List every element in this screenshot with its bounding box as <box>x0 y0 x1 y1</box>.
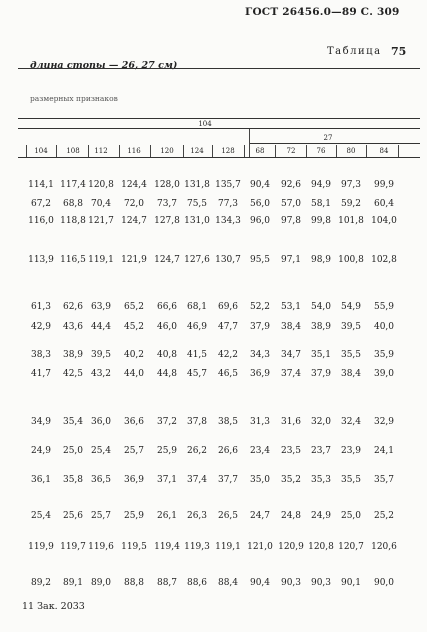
table-cell: 41,7 <box>30 369 52 379</box>
table-cell: 45,2 <box>123 322 145 332</box>
group-header-1: 104 <box>198 120 212 128</box>
table-cell: 45,7 <box>186 369 208 379</box>
table-cell: 39,5 <box>90 350 112 360</box>
column-header: 116 <box>127 147 141 155</box>
column-divider <box>336 145 337 157</box>
table-cell: 44,4 <box>90 322 112 332</box>
table-cell: 119,3 <box>184 542 210 552</box>
table-cell: 70,4 <box>90 199 112 209</box>
table-cell: 63,9 <box>90 302 112 312</box>
table-cell: 90,1 <box>340 578 362 588</box>
table-cell: 89,1 <box>62 578 84 588</box>
table-cell: 95,5 <box>249 255 271 265</box>
table-cell: 118,8 <box>60 216 86 226</box>
table-cell: 34,7 <box>280 350 302 360</box>
column-header: 76 <box>316 147 326 155</box>
table-cell: 119,9 <box>28 542 54 552</box>
table-cell: 39,5 <box>340 322 362 332</box>
table-cell: 116,5 <box>60 255 86 265</box>
table-cell: 52,2 <box>249 302 271 312</box>
table-cell: 38,4 <box>280 322 302 332</box>
table-cell: 43,2 <box>90 369 112 379</box>
table-cell: 90,0 <box>373 578 395 588</box>
table-cell: 37,2 <box>156 417 178 427</box>
table-cell: 117,4 <box>60 180 86 190</box>
table-cell: 88,8 <box>123 578 145 588</box>
table-cell: 40,2 <box>123 350 145 360</box>
column-divider <box>88 145 89 157</box>
table-cell: 101,8 <box>338 216 364 226</box>
table-cell: 99,8 <box>310 216 332 226</box>
table-cell: 36,9 <box>123 475 145 485</box>
table-cell: 36,9 <box>249 369 271 379</box>
column-header: 112 <box>94 147 108 155</box>
table-cell: 89,2 <box>30 578 52 588</box>
table-cell: 72,0 <box>123 199 145 209</box>
table-cell: 26,1 <box>156 511 178 521</box>
table-cell: 44,0 <box>123 369 145 379</box>
table-cell: 37,4 <box>280 369 302 379</box>
table-cell: 120,8 <box>88 180 114 190</box>
table-cell: 90,4 <box>249 180 271 190</box>
column-header: 124 <box>190 147 204 155</box>
table-cell: 36,5 <box>90 475 112 485</box>
table-cell: 25,9 <box>123 511 145 521</box>
table-cell: 35,3 <box>310 475 332 485</box>
table-cell: 43,6 <box>62 322 84 332</box>
table-cell: 77,3 <box>217 199 239 209</box>
table-cell: 35,5 <box>340 350 362 360</box>
table-cell: 88,7 <box>156 578 178 588</box>
table-cell: 96,0 <box>249 216 271 226</box>
rule-header-top <box>18 118 420 119</box>
table-cell: 121,9 <box>121 255 147 265</box>
table-cell: 25,2 <box>373 511 395 521</box>
table-cell: 61,3 <box>30 302 52 312</box>
table-cell: 59,2 <box>340 199 362 209</box>
table-cell: 100,8 <box>338 255 364 265</box>
table-cell: 68,8 <box>62 199 84 209</box>
column-header: 108 <box>66 147 80 155</box>
table-cell: 36,6 <box>123 417 145 427</box>
table-subtitle: длина стопы — 26, 27 см) <box>30 60 178 71</box>
table-cell: 23,4 <box>249 446 271 456</box>
rule-top <box>18 68 420 69</box>
table-cell: 46,9 <box>186 322 208 332</box>
table-cell: 97,1 <box>280 255 302 265</box>
table-cell: 67,2 <box>30 199 52 209</box>
column-divider <box>119 145 120 157</box>
table-cell: 62,6 <box>62 302 84 312</box>
column-divider <box>366 145 367 157</box>
column-header: 80 <box>346 147 356 155</box>
column-header: 68 <box>255 147 265 155</box>
table-cell: 42,5 <box>62 369 84 379</box>
column-header: 104 <box>34 147 48 155</box>
table-cell: 55,9 <box>373 302 395 312</box>
column-divider <box>275 145 276 157</box>
table-cell: 128,0 <box>154 180 180 190</box>
table-cell: 99,9 <box>373 180 395 190</box>
column-header: 72 <box>286 147 296 155</box>
table-label: Таблица <box>327 46 382 57</box>
table-cell: 35,2 <box>280 475 302 485</box>
table-cell: 32,4 <box>340 417 362 427</box>
table-cell: 119,5 <box>121 542 147 552</box>
table-cell: 69,6 <box>217 302 239 312</box>
table-cell: 25,6 <box>62 511 84 521</box>
table-cell: 46,0 <box>156 322 178 332</box>
table-cell: 40,8 <box>156 350 178 360</box>
table-cell: 88,6 <box>186 578 208 588</box>
table-cell: 32,9 <box>373 417 395 427</box>
table-cell: 38,3 <box>30 350 52 360</box>
table-cell: 135,7 <box>215 180 241 190</box>
column-header: 128 <box>221 147 235 155</box>
table-cell: 89,0 <box>90 578 112 588</box>
table-cell: 90,3 <box>280 578 302 588</box>
table-cell: 25,7 <box>123 446 145 456</box>
rule-group-bottom <box>18 128 420 129</box>
table-cell: 35,8 <box>62 475 84 485</box>
table-cell: 113,9 <box>28 255 54 265</box>
table-cell: 54,9 <box>340 302 362 312</box>
table-cell: 37,4 <box>186 475 208 485</box>
table-cell: 35,1 <box>310 350 332 360</box>
table-cell: 92,6 <box>280 180 302 190</box>
column-divider <box>150 145 151 157</box>
table-cell: 35,0 <box>249 475 271 485</box>
table-cell: 25,4 <box>30 511 52 521</box>
table-cell: 102,8 <box>371 255 397 265</box>
table-number: 75 <box>391 45 407 58</box>
table-cell: 26,6 <box>217 446 239 456</box>
page-footer: 11 Зак. 2033 <box>22 601 85 612</box>
table-cell: 26,5 <box>217 511 239 521</box>
table-cell: 98,9 <box>310 255 332 265</box>
table-caption: размерных признаков <box>30 94 118 103</box>
table-cell: 42,2 <box>217 350 239 360</box>
table-cell: 119,7 <box>60 542 86 552</box>
table-cell: 38,9 <box>310 322 332 332</box>
table-cell: 38,5 <box>217 417 239 427</box>
table-cell: 131,8 <box>184 180 210 190</box>
table-cell: 37,9 <box>249 322 271 332</box>
table-cell: 130,7 <box>215 255 241 265</box>
table-cell: 37,7 <box>217 475 239 485</box>
table-cell: 120,7 <box>338 542 364 552</box>
table-cell: 31,3 <box>249 417 271 427</box>
table-cell: 23,7 <box>310 446 332 456</box>
column-divider <box>306 145 307 157</box>
column-divider <box>26 145 27 157</box>
table-cell: 121,7 <box>88 216 114 226</box>
standard-header: ГОСТ 26456.0—89 С. 309 <box>245 6 400 18</box>
table-cell: 24,9 <box>310 511 332 521</box>
table-cell: 119,1 <box>88 255 114 265</box>
table-cell: 94,9 <box>310 180 332 190</box>
table-cell: 57,0 <box>280 199 302 209</box>
table-cell: 90,3 <box>310 578 332 588</box>
table-cell: 32,0 <box>310 417 332 427</box>
table-cell: 23,5 <box>280 446 302 456</box>
table-cell: 119,6 <box>88 542 114 552</box>
table-cell: 38,4 <box>340 369 362 379</box>
table-cell: 37,1 <box>156 475 178 485</box>
table-cell: 127,8 <box>154 216 180 226</box>
table-cell: 66,6 <box>156 302 178 312</box>
table-cell: 53,1 <box>280 302 302 312</box>
table-cell: 68,1 <box>186 302 208 312</box>
table-cell: 134,3 <box>215 216 241 226</box>
table-cell: 25,9 <box>156 446 178 456</box>
column-divider <box>398 145 399 157</box>
table-cell: 75,5 <box>186 199 208 209</box>
table-cell: 120,8 <box>308 542 334 552</box>
table-cell: 39,0 <box>373 369 395 379</box>
table-cell: 88,4 <box>217 578 239 588</box>
table-cell: 46,5 <box>217 369 239 379</box>
column-divider <box>244 145 245 157</box>
table-cell: 38,9 <box>62 350 84 360</box>
table-cell: 124,7 <box>121 216 147 226</box>
column-header: 84 <box>379 147 389 155</box>
rule-subgroup <box>250 143 420 144</box>
table-cell: 24,7 <box>249 511 271 521</box>
column-divider <box>183 145 184 157</box>
table-cell: 37,9 <box>310 369 332 379</box>
table-cell: 116,0 <box>28 216 54 226</box>
table-cell: 41,5 <box>186 350 208 360</box>
table-cell: 104,0 <box>371 216 397 226</box>
table-cell: 37,8 <box>186 417 208 427</box>
table-cell: 42,9 <box>30 322 52 332</box>
table-cell: 124,4 <box>121 180 147 190</box>
table-cell: 35,5 <box>340 475 362 485</box>
table-cell: 24,1 <box>373 446 395 456</box>
table-cell: 120,9 <box>278 542 304 552</box>
table-cell: 35,9 <box>373 350 395 360</box>
table-cell: 119,4 <box>154 542 180 552</box>
table-cell: 25,4 <box>90 446 112 456</box>
table-cell: 56,0 <box>249 199 271 209</box>
column-header: 120 <box>160 147 174 155</box>
group-header-2: 27 <box>323 134 333 142</box>
table-cell: 124,7 <box>154 255 180 265</box>
column-divider <box>56 145 57 157</box>
table-cell: 25,7 <box>90 511 112 521</box>
table-cell: 25,0 <box>62 446 84 456</box>
table-cell: 47,7 <box>217 322 239 332</box>
table-cell: 34,3 <box>249 350 271 360</box>
table-cell: 131,0 <box>184 216 210 226</box>
table-cell: 65,2 <box>123 302 145 312</box>
table-cell: 31,6 <box>280 417 302 427</box>
table-cell: 120,6 <box>371 542 397 552</box>
table-cell: 90,4 <box>249 578 271 588</box>
table-cell: 36,0 <box>90 417 112 427</box>
table-cell: 23,9 <box>340 446 362 456</box>
table-cell: 35,7 <box>373 475 395 485</box>
table-cell: 119,1 <box>215 542 241 552</box>
table-cell: 60,4 <box>373 199 395 209</box>
table-cell: 26,2 <box>186 446 208 456</box>
table-cell: 97,3 <box>340 180 362 190</box>
column-divider <box>212 145 213 157</box>
table-cell: 34,9 <box>30 417 52 427</box>
table-cell: 25,0 <box>340 511 362 521</box>
table-cell: 24,9 <box>30 446 52 456</box>
rule-header-bottom <box>18 157 420 158</box>
table-cell: 40,0 <box>373 322 395 332</box>
table-cell: 24,8 <box>280 511 302 521</box>
table-cell: 26,3 <box>186 511 208 521</box>
table-cell: 127,6 <box>184 255 210 265</box>
table-cell: 44,8 <box>156 369 178 379</box>
table-cell: 35,4 <box>62 417 84 427</box>
table-cell: 97,8 <box>280 216 302 226</box>
table-cell: 121,0 <box>247 542 273 552</box>
table-cell: 114,1 <box>28 180 54 190</box>
table-cell: 54,0 <box>310 302 332 312</box>
table-cell: 58,1 <box>310 199 332 209</box>
table-cell: 73,7 <box>156 199 178 209</box>
table-cell: 36,1 <box>30 475 52 485</box>
